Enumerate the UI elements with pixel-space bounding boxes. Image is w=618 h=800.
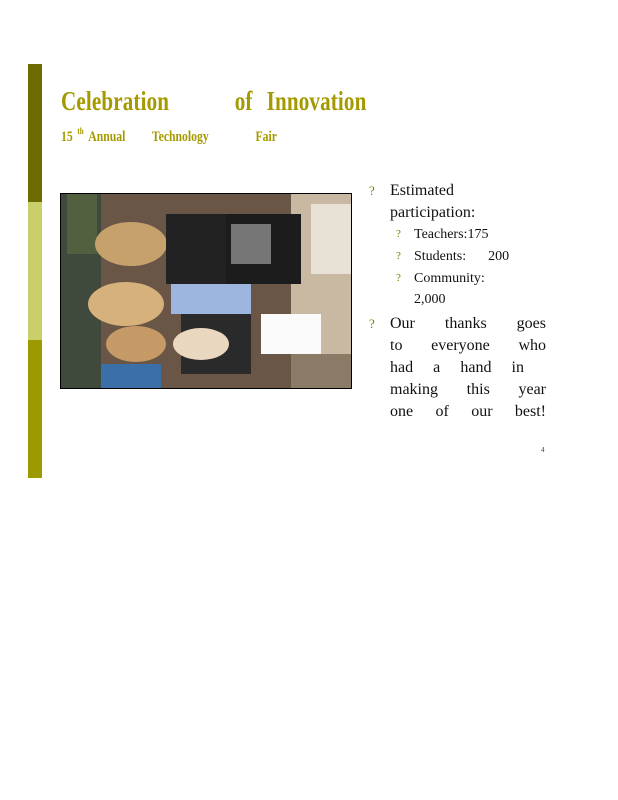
- slide-title: [61, 86, 366, 117]
- subtitle-superscript: th: [77, 126, 84, 136]
- title-word: of: [234, 86, 253, 116]
- bullet-icon: ?: [369, 183, 375, 198]
- thanks-line: making this year: [390, 381, 546, 398]
- bullet-icon: ?: [396, 250, 401, 262]
- title-word: Innovation: [266, 86, 367, 116]
- sub-bullet-students: [366, 246, 546, 267]
- sub-bullet-community: [366, 268, 546, 310]
- bullet-icon: ?: [369, 316, 375, 331]
- sidebar-stripe-bottom: [28, 340, 42, 478]
- thanks-line: one of our best!: [390, 403, 546, 420]
- sidebar-stripe-top: [28, 64, 42, 202]
- subtitle-number: 15: [61, 129, 73, 145]
- subtitle-word: Annual: [88, 129, 126, 145]
- page-number: 4: [541, 446, 545, 454]
- subtitle-word: Fair: [255, 129, 277, 145]
- event-photo-graphic: [61, 194, 351, 388]
- students-value: 200: [488, 249, 510, 264]
- teachers-value: 175: [467, 227, 489, 242]
- thanks-line: Our thanks goes: [390, 315, 546, 332]
- students-label: Students:: [414, 249, 467, 264]
- participation-label-line2: participation:: [390, 204, 476, 221]
- sidebar-stripe-middle: [28, 202, 42, 340]
- sub-bullet-teachers: [366, 224, 546, 245]
- bullet-icon: ?: [396, 272, 401, 284]
- participation-label-line1: Estimated: [390, 182, 454, 199]
- bullet-participation: [366, 180, 546, 224]
- subtitle-word: Technology: [151, 129, 209, 145]
- bullet-icon: ?: [396, 228, 401, 240]
- event-photo: [60, 193, 352, 389]
- bullet-list: [366, 180, 546, 423]
- thanks-line: had a hand in: [390, 359, 524, 376]
- bullet-thanks: [366, 313, 546, 423]
- title-word: Celebration: [61, 86, 170, 116]
- thanks-line: to everyone who: [390, 337, 546, 354]
- slide-subtitle: [61, 126, 277, 146]
- teachers-label: Teachers:: [414, 227, 468, 242]
- community-value: 2,000: [414, 292, 446, 307]
- community-label: Community:: [414, 271, 485, 286]
